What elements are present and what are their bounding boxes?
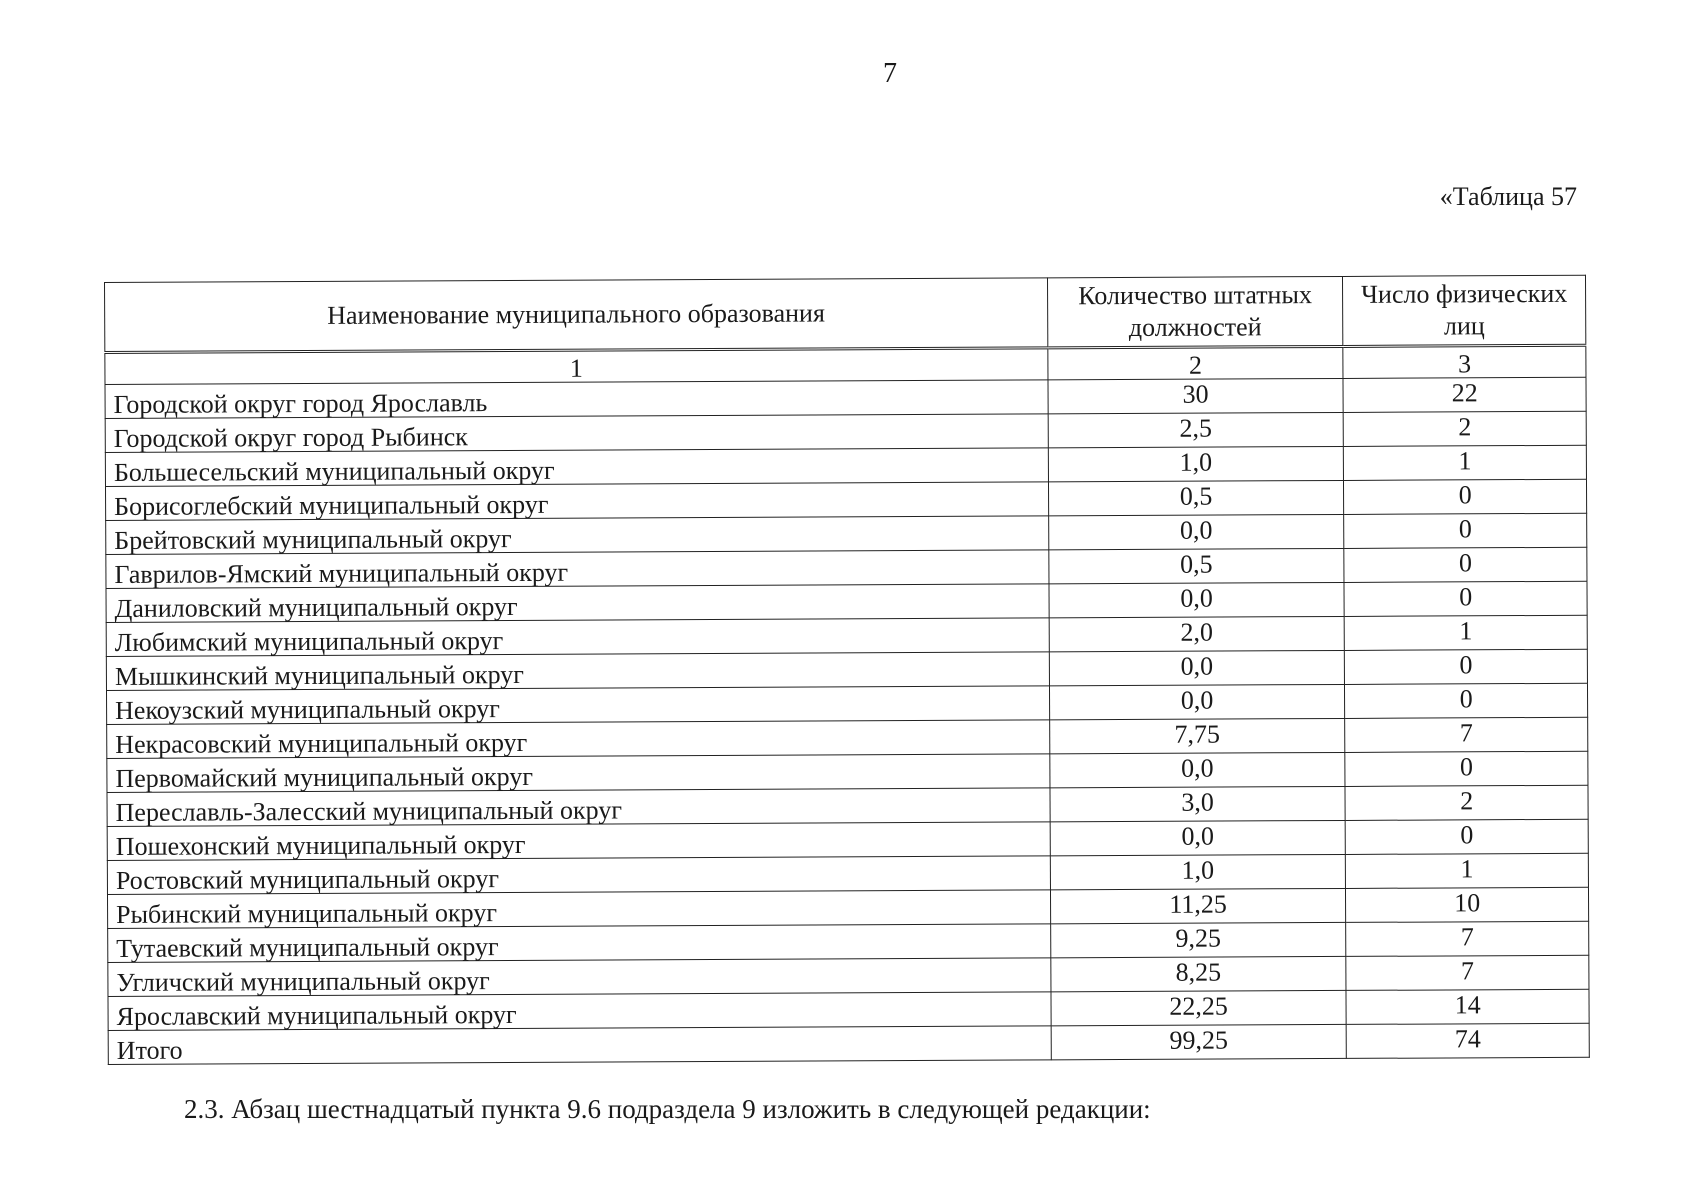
municipality-name-cell: Итого [108, 1026, 1051, 1065]
staff-positions-cell: 11,25 [1050, 888, 1346, 923]
municipality-name-cell: Рыбинский муниципальный округ [107, 890, 1050, 929]
individuals-cell: 74 [1346, 1023, 1589, 1058]
staff-positions-cell: 2,5 [1048, 412, 1344, 447]
municipality-name-cell: Брейтовский муниципальный округ [106, 516, 1049, 555]
staff-positions-cell: 0,0 [1048, 514, 1344, 549]
individuals-cell: 22 [1343, 377, 1586, 412]
municipality-name-cell: Даниловский муниципальный округ [106, 584, 1049, 623]
staff-positions-cell: 0,0 [1049, 684, 1345, 719]
staff-positions-cell: 0,0 [1050, 752, 1346, 787]
individuals-cell: 10 [1346, 887, 1589, 922]
staff-positions-cell: 0,0 [1049, 582, 1345, 617]
staff-positions-cell: 0,5 [1048, 480, 1344, 515]
individuals-cell: 0 [1344, 513, 1587, 548]
staff-positions-cell: 7,75 [1049, 718, 1345, 753]
municipality-name-cell: Некрасовский муниципальный округ [107, 720, 1050, 759]
municipality-name-cell: Тутаевский муниципальный округ [108, 924, 1051, 963]
municipality-name-cell: Борисоглебский муниципальный округ [105, 482, 1048, 521]
staff-positions-cell: 0,5 [1049, 548, 1345, 583]
individuals-cell: 7 [1346, 955, 1589, 990]
column-number-2: 2 [1048, 346, 1344, 379]
municipality-name-cell: Большесельский муниципальный округ [105, 448, 1048, 487]
header-staff-positions: Количество штатных должностей [1047, 276, 1343, 347]
column-number-1: 1 [105, 348, 1048, 385]
individuals-cell: 7 [1345, 717, 1588, 752]
individuals-cell: 7 [1346, 921, 1589, 956]
individuals-cell: 0 [1344, 547, 1587, 582]
staff-positions-cell: 30 [1048, 378, 1344, 413]
amendment-paragraph: 2.3. Абзац шестнадцатый пункта 9.6 подраздела 9 изложить в следующей редакции: [184, 1094, 1151, 1124]
individuals-cell: 0 [1344, 581, 1587, 616]
municipality-name-cell: Пошехонский муниципальный округ [107, 822, 1050, 861]
individuals-cell: 1 [1346, 853, 1589, 888]
column-number-3: 3 [1343, 345, 1586, 378]
staff-positions-cell: 2,0 [1049, 616, 1345, 651]
staff-positions-cell: 1,0 [1050, 854, 1346, 889]
staff-positions-cell: 1,0 [1048, 446, 1344, 481]
staff-positions-cell: 8,25 [1051, 956, 1347, 991]
municipality-name-cell: Первомайский муниципальный округ [107, 754, 1050, 793]
municipality-name-cell: Городской округ город Ярославль [105, 380, 1048, 419]
municipality-name-cell: Угличский муниципальный округ [108, 958, 1051, 997]
municipality-name-cell: Гаврилов-Ямский муниципальный округ [106, 550, 1049, 589]
municipality-name-cell: Городской округ город Рыбинск [105, 414, 1048, 453]
individuals-cell: 0 [1345, 649, 1588, 684]
individuals-cell: 2 [1345, 785, 1588, 820]
page-number: 7 [883, 58, 897, 89]
staff-positions-cell: 9,25 [1050, 922, 1346, 957]
individuals-cell: 0 [1344, 479, 1587, 514]
municipality-name-cell: Ярославский муниципальный округ [108, 992, 1051, 1031]
table-caption: «Таблица 57 [1439, 182, 1577, 211]
municipality-name-cell: Любимский муниципальный округ [106, 618, 1049, 657]
staff-positions-cell: 3,0 [1050, 786, 1346, 821]
municipal-staff-table [104, 275, 1590, 1065]
individuals-cell: 0 [1345, 819, 1588, 854]
individuals-cell: 0 [1345, 751, 1588, 786]
individuals-cell: 0 [1345, 683, 1588, 718]
table-header-row [105, 275, 1586, 352]
header-municipality: Наименование муниципального образования [105, 278, 1048, 353]
staff-positions-cell: 0,0 [1050, 820, 1346, 855]
municipality-name-cell: Ростовский муниципальный округ [107, 856, 1050, 895]
staff-positions-cell: 99,25 [1051, 1024, 1347, 1059]
individuals-cell: 1 [1344, 615, 1587, 650]
individuals-cell: 14 [1346, 989, 1589, 1024]
municipality-name-cell: Некоузский муниципальный округ [106, 686, 1049, 725]
header-individuals: Число физических лиц [1343, 275, 1586, 346]
municipality-name-cell: Мышкинский муниципальный округ [106, 652, 1049, 691]
staff-positions-cell: 22,25 [1051, 990, 1347, 1025]
staff-positions-cell: 0,0 [1049, 650, 1345, 685]
municipality-name-cell: Переславль-Залесский муниципальный округ [107, 788, 1050, 827]
individuals-cell: 2 [1343, 411, 1586, 446]
individuals-cell: 1 [1344, 445, 1587, 480]
